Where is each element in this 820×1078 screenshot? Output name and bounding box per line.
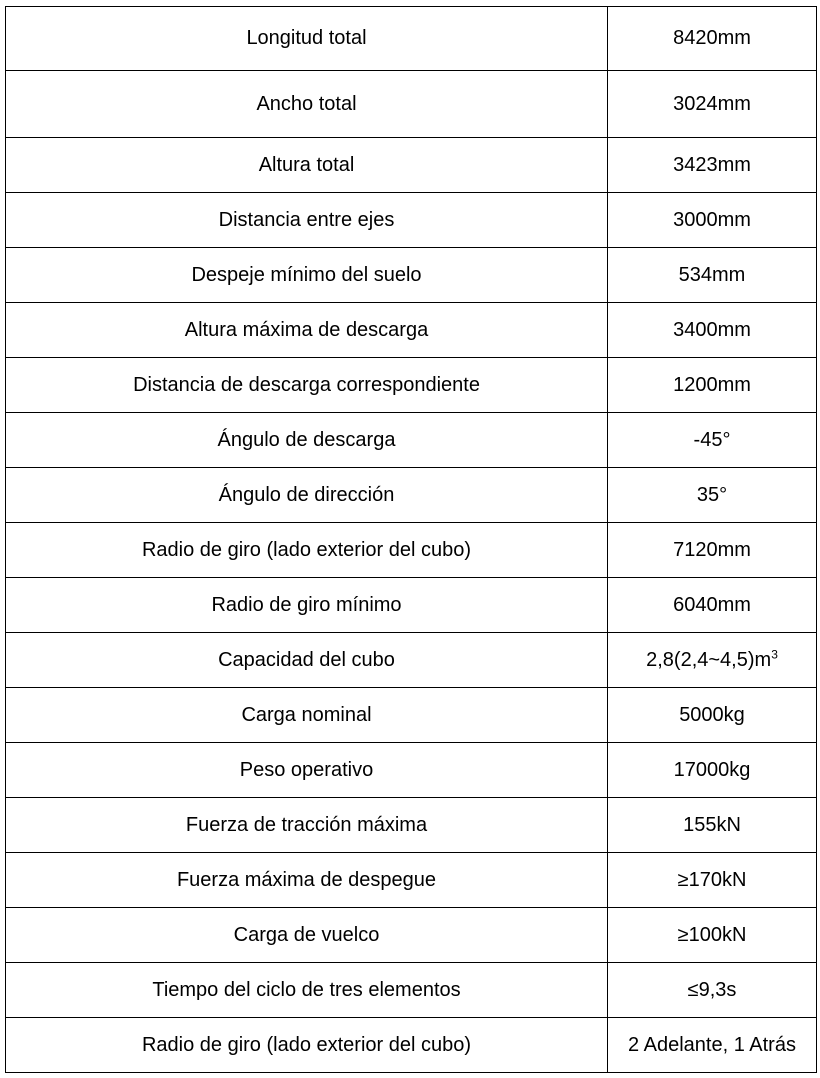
spec-label: Capacidad del cubo — [6, 633, 608, 688]
specifications-table — [5, 6, 817, 1073]
table-row — [6, 798, 817, 853]
spec-value: 8420mm — [608, 7, 817, 71]
spec-label: Radio de giro (lado exterior del cubo) — [6, 523, 608, 578]
spec-value: 1200mm — [608, 358, 817, 413]
spec-value: ≥170kN — [608, 853, 817, 908]
table-row — [6, 963, 817, 1018]
spec-label: Fuerza máxima de despegue — [6, 853, 608, 908]
spec-value: 3000mm — [608, 193, 817, 248]
spec-label: Peso operativo — [6, 743, 608, 798]
spec-label: Ángulo de dirección — [6, 468, 608, 523]
spec-label: Altura total — [6, 138, 608, 193]
table-row — [6, 633, 817, 688]
table-row — [6, 248, 817, 303]
spec-value: 155kN — [608, 798, 817, 853]
table-row — [6, 908, 817, 963]
table-row — [6, 7, 817, 71]
spec-value: 6040mm — [608, 578, 817, 633]
spec-label: Longitud total — [6, 7, 608, 71]
table-row — [6, 743, 817, 798]
spec-label: Carga de vuelco — [6, 908, 608, 963]
table-row — [6, 688, 817, 743]
table-row — [6, 303, 817, 358]
spec-value — [608, 633, 817, 688]
spec-label: Ángulo de descarga — [6, 413, 608, 468]
spec-label: Ancho total — [6, 71, 608, 138]
spec-label: Fuerza de tracción máxima — [6, 798, 608, 853]
bucket-capacity-value: 2,8(2,4~4,5)m — [646, 648, 772, 671]
spec-value: 3400mm — [608, 303, 817, 358]
spec-value: 3024mm — [608, 71, 817, 138]
spec-label: Despeje mínimo del suelo — [6, 248, 608, 303]
spec-value: ≥100kN — [608, 908, 817, 963]
spec-value: 534mm — [608, 248, 817, 303]
table-row — [6, 523, 817, 578]
spec-label: Tiempo del ciclo de tres elementos — [6, 963, 608, 1018]
spec-label: Distancia entre ejes — [6, 193, 608, 248]
table-row — [6, 138, 817, 193]
spec-value: 5000kg — [608, 688, 817, 743]
spec-label: Radio de giro mínimo — [6, 578, 608, 633]
cubic-exponent: 3 — [771, 646, 778, 661]
spec-value: 3423mm — [608, 138, 817, 193]
spec-value: 17000kg — [608, 743, 817, 798]
spec-label: Radio de giro (lado exterior del cubo) — [6, 1018, 608, 1073]
table-row — [6, 193, 817, 248]
spec-value: 2 Adelante, 1 Atrás — [608, 1018, 817, 1073]
spec-label: Altura máxima de descarga — [6, 303, 608, 358]
spec-label: Distancia de descarga correspondiente — [6, 358, 608, 413]
spec-value: 35° — [608, 468, 817, 523]
spec-value: ≤9,3s — [608, 963, 817, 1018]
spec-value: 7120mm — [608, 523, 817, 578]
table-row — [6, 1018, 817, 1073]
table-row — [6, 413, 817, 468]
spec-value: -45° — [608, 413, 817, 468]
table-row — [6, 468, 817, 523]
table-row — [6, 578, 817, 633]
table-row — [6, 853, 817, 908]
table-row — [6, 71, 817, 138]
spec-label: Carga nominal — [6, 688, 608, 743]
table-row — [6, 358, 817, 413]
